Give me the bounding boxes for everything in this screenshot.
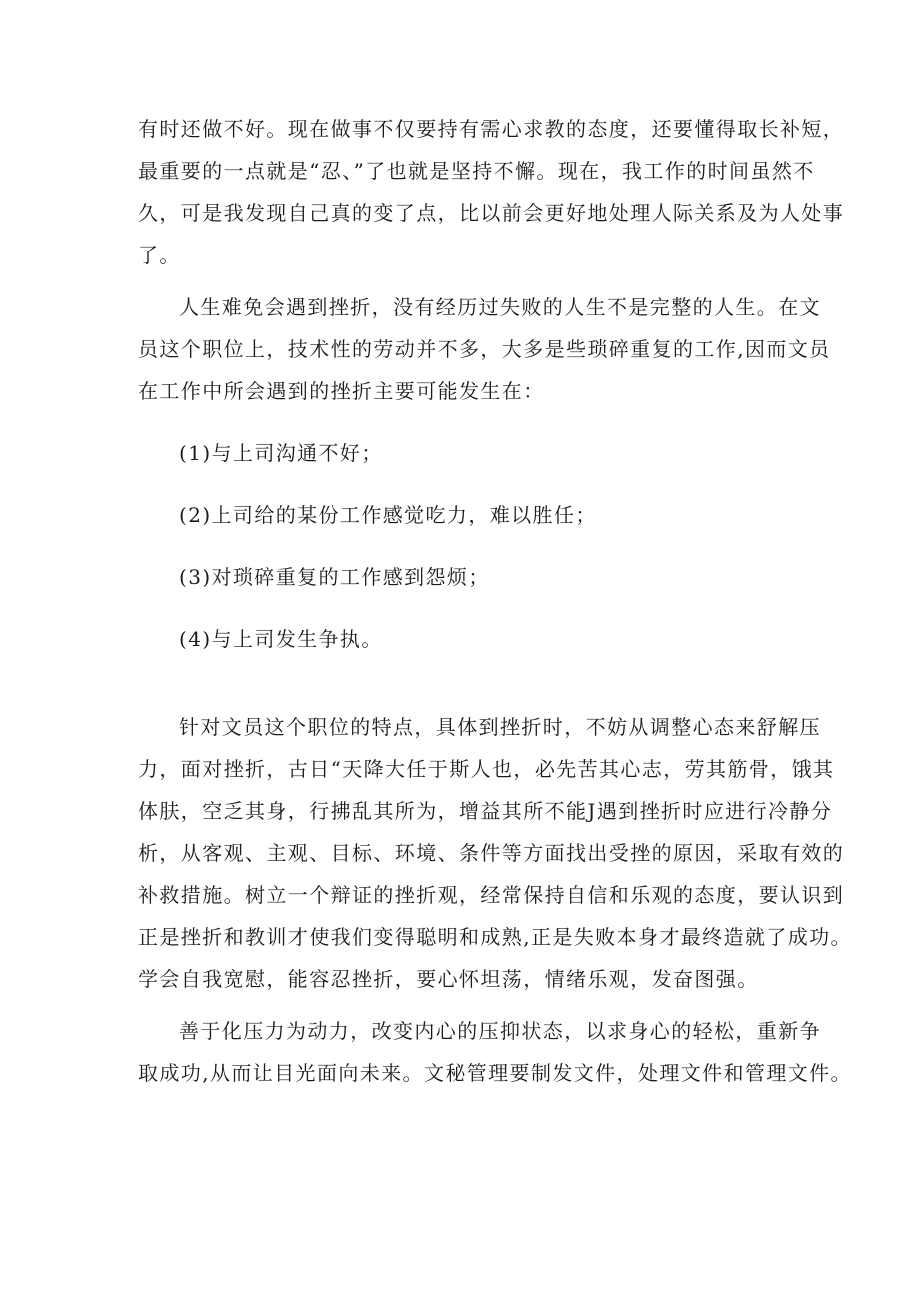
paragraph-4 — [138, 1010, 852, 1094]
paragraph-line: 在工作中所会遇到的挫折主要可能发生在： — [138, 379, 545, 403]
paragraph-line: 员这个职位上，技术性的劳动并不多，大多是些琐碎重复的工作,因而文员 — [138, 337, 831, 361]
list-spacer — [138, 598, 788, 618]
paragraph-line: 针对文员这个职位的特点，具体到挫折时，不妨从调整心态来舒解压 — [179, 715, 821, 739]
paragraph-line: 久，可是我发现自己真的变了点，比以前会更好地处理人际关系及为人处事 — [138, 201, 845, 225]
paragraph-line: 体肤，空乏其身，行拂乱其所为，增益其所不能J遇到挫折时应进行冷静分 — [138, 799, 833, 823]
difficulty-list — [138, 432, 788, 660]
paragraph-2 — [138, 286, 831, 412]
list-item: (3)对琐碎重复的工作感到怨烦； — [179, 565, 490, 589]
list-spacer — [138, 474, 788, 494]
paragraph-line: 取成功,从而让目光面向未来。文秘管理要制发文件，处理文件和管理文件。 — [138, 1061, 852, 1085]
paragraph-spacer — [138, 660, 788, 686]
list-item: (1)与上司沟通不好； — [179, 441, 383, 465]
paragraph-line: 人生难免会遇到挫折，没有经历过失败的人生不是完整的人生。在文 — [179, 295, 821, 319]
paragraph-3 — [138, 706, 852, 1000]
paragraph-line: 力，面对挫折，古日“天降大任于斯人也，必先苦其心志，劳其筋骨，饿其 — [138, 757, 835, 781]
paragraph-line: 补救措施。树立一个辩证的挫折观，经常保持自信和乐观的态度，要认识到 — [138, 883, 845, 907]
paragraph-line: 了。 — [138, 243, 181, 267]
paragraph-line: 善于化压力为动力，改变内心的压抑状态，以求身心的轻松，重新争 — [179, 1019, 821, 1043]
list-item: (4)与上司发生争执。 — [179, 627, 383, 651]
paragraph-line: 有时还做不好。现在做事不仅要持有需心求教的态度，还要懂得取长补短， — [138, 117, 845, 141]
paragraph-line: 正是挫折和教训才使我们变得聪明和成熟,正是失败本身才最终造就了成功。 — [138, 925, 852, 949]
paragraph-line: 学会自我宽慰，能容忍挫折，要心怀坦荡，情绪乐观，发奋图强。 — [138, 967, 759, 991]
paragraph-spacer — [138, 412, 788, 432]
list-spacer — [138, 536, 788, 556]
paragraph-spacer — [138, 276, 788, 286]
paragraph-line: 析，从客观、主观、目标、环境、条件等方面找出受挫的原因，采取有效的 — [138, 841, 845, 865]
list-item: (2)上司给的某份工作感觉吃力，难以胜任； — [179, 503, 597, 527]
paragraph-1 — [138, 108, 845, 276]
paragraph-spacer — [138, 1000, 788, 1010]
document-body — [138, 108, 852, 1094]
paragraph-spacer — [138, 686, 788, 706]
paragraph-line: 最重要的一点就是“忍、”了也就是坚持不懈。现在，我工作的时间虽然不 — [138, 159, 815, 183]
